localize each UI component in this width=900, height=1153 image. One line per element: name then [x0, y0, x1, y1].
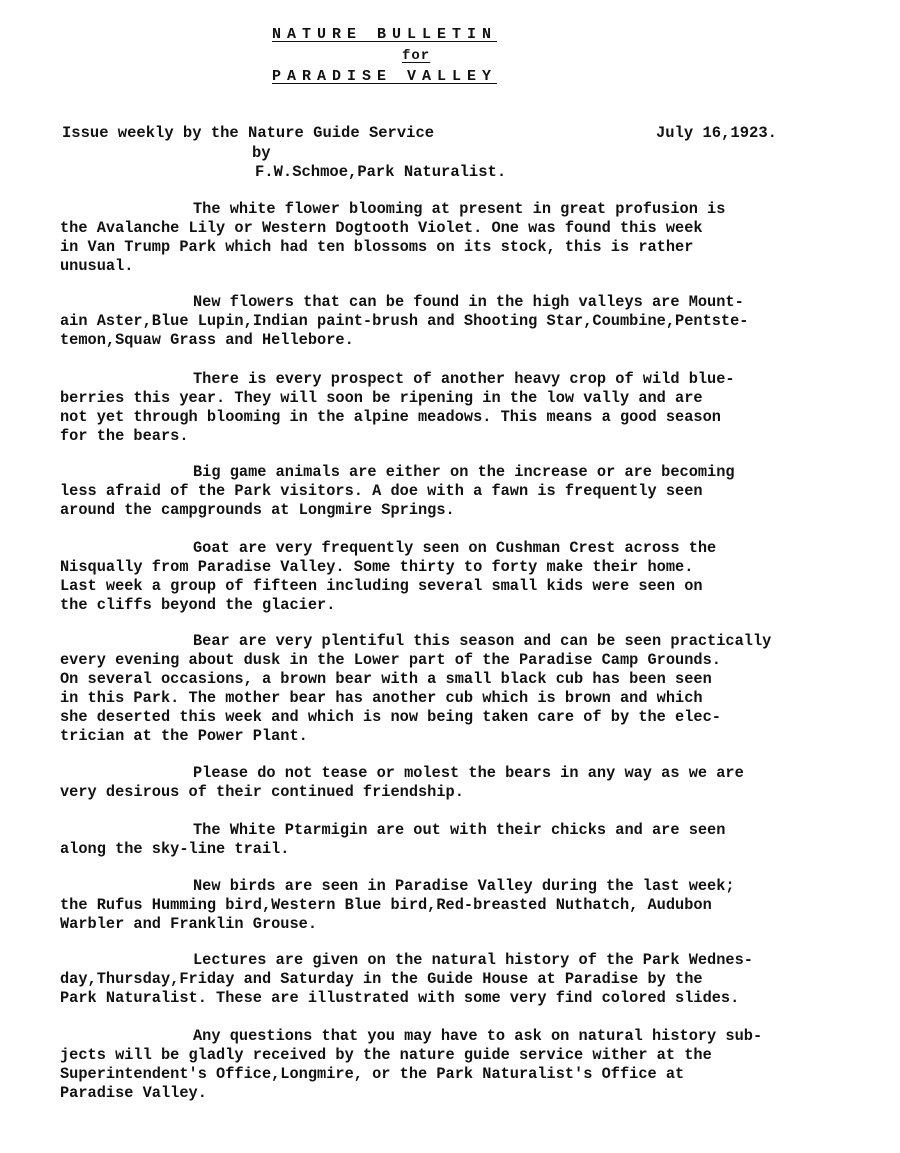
paragraph-line: she deserted this week and which is now being taken care of by the elec- [60, 708, 721, 726]
paragraph-line: unusual. [60, 257, 134, 275]
paragraph-line: very desirous of their continued friendship. [60, 783, 464, 801]
paragraph-line: Bear are very plentiful this season and can be seen practically [193, 632, 772, 650]
paragraph-line: not yet through blooming in the alpine meadows. This means a good season [60, 408, 721, 426]
paragraph-line: There is every prospect of another heavy crop of wild blue- [193, 370, 735, 388]
paragraph-line: Big game animals are either on the increase or are becoming [193, 463, 735, 481]
paragraph-line: Last week a group of fifteen including several small kids were seen on [60, 577, 703, 595]
paragraph-line: Warbler and Franklin Grouse. [60, 915, 318, 933]
paragraph-line: On several occasions, a brown bear with a small black cub has been seen [60, 670, 712, 688]
paragraph-line: jects will be gladly received by the nature guide service wither at the [60, 1046, 712, 1064]
paragraph-line: New flowers that can be found in the high valleys are Mount- [193, 293, 744, 311]
paragraph-line: Goat are very frequently seen on Cushman Crest across the [193, 539, 717, 557]
paragraph-blueberries [60, 370, 890, 446]
paragraph-line: around the campgrounds at Longmire Springs. [60, 501, 455, 519]
paragraph-big-game [60, 463, 890, 520]
paragraph-questions [60, 1027, 890, 1103]
paragraph-line: Nisqually from Paradise Valley. Some thirty to forty make their home. [60, 558, 694, 576]
paragraph-new-birds [60, 877, 890, 934]
paragraph-line: every evening about dusk in the Lower part of the Paradise Camp Grounds. [60, 651, 721, 669]
paragraph-line: trician at the Power Plant. [60, 727, 308, 745]
paragraph-line: in this Park. The mother bear has another cub which is brown and which [60, 689, 703, 707]
bulletin-subtitle: PARADISE VALLEY [272, 68, 498, 85]
issuer-line: Issue weekly by the Nature Guide Service [62, 124, 435, 142]
paragraph-line: in Van Trump Park which had ten blossoms on its stock, this is rather [60, 238, 694, 256]
paragraph-do-not-tease [60, 764, 890, 802]
issue-date: July 16,1923. [656, 124, 777, 142]
paragraph-ptarmigin [60, 821, 890, 859]
byline-by: by [252, 144, 271, 162]
paragraph-line: The white flower blooming at present in great profusion is [193, 200, 726, 218]
paragraph-bear [60, 632, 890, 746]
paragraph-new-flowers [60, 293, 890, 350]
paragraph-line: berries this year. They will soon be ripening in the low vally and are [60, 389, 703, 407]
bulletin-title-for: for [402, 48, 431, 64]
paragraph-line: day,Thursday,Friday and Saturday in the Guide House at Paradise by the [60, 970, 703, 988]
paragraph-line: Lectures are given on the natural history of the Park Wednes- [193, 951, 753, 969]
paragraph-line: for the bears. [60, 427, 189, 445]
paragraph-line: Superintendent's Office,Longmire, or the Park Naturalist's Office at [60, 1065, 685, 1083]
paragraph-line: the Rufus Humming bird,Western Blue bird,Red-breasted Nuthatch, Audubon [60, 896, 712, 914]
paragraph-line: Please do not tease or molest the bears in any way as we are [193, 764, 744, 782]
paragraph-avalanche-lily [60, 200, 890, 276]
paragraph-line: along the sky-line trail. [60, 840, 290, 858]
paragraph-line: Park Naturalist. These are illustrated with some very find colored slides. [60, 989, 740, 1007]
bulletin-title: NATURE BULLETIN [272, 26, 498, 43]
author-name: F.W.Schmoe,Park Naturalist. [255, 163, 507, 181]
paragraph-line: New birds are seen in Paradise Valley during the last week; [193, 877, 735, 895]
paragraph-goat [60, 539, 890, 615]
paragraph-line: less afraid of the Park visitors. A doe with a fawn is frequently seen [60, 482, 703, 500]
paragraph-line: Any questions that you may have to ask on natural history sub- [193, 1027, 763, 1045]
paragraph-line: ain Aster,Blue Lupin,Indian paint-brush and Shooting Star,Coumbine,Pentste- [60, 312, 749, 330]
paragraph-line: the Avalanche Lily or Western Dogtooth Violet. One was found this week [60, 219, 703, 237]
paragraph-line: The White Ptarmigin are out with their chicks and are seen [193, 821, 726, 839]
paragraph-line: Paradise Valley. [60, 1084, 207, 1102]
paragraph-lectures [60, 951, 890, 1008]
paragraph-line: the cliffs beyond the glacier. [60, 596, 336, 614]
paragraph-line: temon,Squaw Grass and Hellebore. [60, 331, 354, 349]
